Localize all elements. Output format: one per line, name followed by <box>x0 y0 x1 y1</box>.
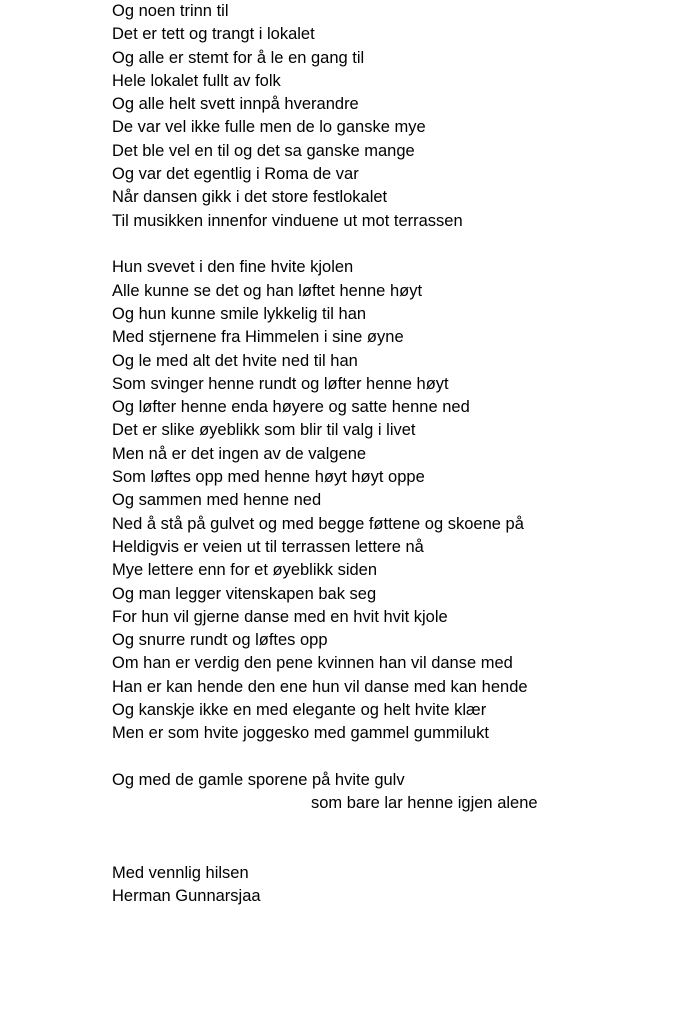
poem-line: Og hun kunne smile lykkelig til han <box>112 304 367 323</box>
stanza-2 <box>112 256 672 745</box>
poem-line: Til musikken innenfor vinduene ut mot terrassen <box>112 211 463 230</box>
poem-line: Det ble vel en til og det sa ganske mange <box>112 141 415 160</box>
poem-line: Ned å stå på gulvet og med begge føttene og skoene på <box>112 514 524 533</box>
poem-line: Hun svevet i den fine hvite kjolen <box>112 258 354 277</box>
poem-line: Med stjernene fra Himmelen i sine øyne <box>112 328 404 347</box>
poem-line: Og alle helt svett innpå hverandre <box>112 95 359 114</box>
stanza-1 <box>112 0 672 233</box>
author-name: Herman Gunnarsjaa <box>112 887 261 906</box>
document-page <box>112 0 672 909</box>
poem-line: Og sammen med henne ned <box>112 491 322 510</box>
poem-line: For hun vil gjerne danse med en hvit hvit kjole <box>112 607 448 626</box>
poem-line-indented: som bare lar henne igjen alene <box>311 794 538 813</box>
poem-line: Det er tett og trangt i lokalet <box>112 25 315 44</box>
poem-line: Han er kan hende den ene hun vil danse med kan hende <box>112 677 528 696</box>
poem-line: Mye lettere enn for et øyeblikk siden <box>112 561 378 580</box>
poem-line: Om han er verdig den pene kvinnen han vil danse med <box>112 654 513 673</box>
poem-line: Og med de gamle sporene på hvite gulv <box>112 770 405 789</box>
poem-line: Og var det egentlig i Roma de var <box>112 165 359 184</box>
poem-line: De var vel ikke fulle men de lo ganske mye <box>112 118 426 137</box>
poem-line: Som løftes opp med henne høyt høyt oppe <box>112 468 425 487</box>
poem-line: Alle kunne se det og han løftet henne høyt <box>112 281 423 300</box>
poem-line: Når dansen gikk i det store festlokalet <box>112 188 388 207</box>
poem-line: Og noen trinn til <box>112 2 229 20</box>
stanza-3 <box>112 769 672 816</box>
poem-line: Men nå er det ingen av de valgene <box>112 444 367 463</box>
poem-line: Hele lokalet fullt av folk <box>112 71 281 90</box>
poem-line: Og le med alt det hvite ned til han <box>112 351 358 370</box>
poem-line: Heldigvis er veien ut til terrassen lettere nå <box>112 537 424 556</box>
poem-line: Og snurre rundt og løftes opp <box>112 631 328 650</box>
poem-line: Og man legger vitenskapen bak seg <box>112 584 377 603</box>
poem-line: Som svinger henne rundt og løfter henne høyt <box>112 374 449 393</box>
signature-block <box>112 862 672 909</box>
poem-line: Men er som hvite joggesko med gammel gummilukt <box>112 724 489 743</box>
poem-line: Og alle er stemt for å le en gang til <box>112 48 365 67</box>
poem-line: Og kanskje ikke en med elegante og helt hvite klær <box>112 701 487 719</box>
closing-text: Med vennlig hilsen <box>112 864 249 883</box>
poem-line: Og løfter henne enda høyere og satte henne ned <box>112 398 470 417</box>
poem-line: Det er slike øyeblikk som blir til valg i livet <box>112 421 416 440</box>
